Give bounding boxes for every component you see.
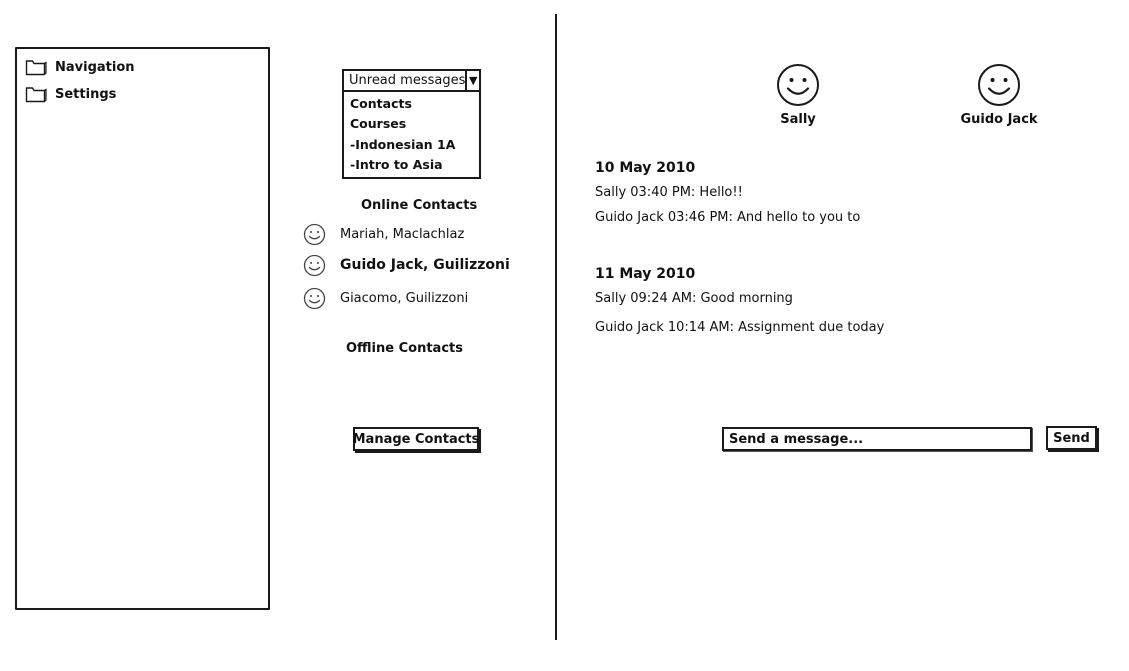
participant-sally[interactable]	[743, 62, 853, 127]
folder-icon	[25, 85, 47, 103]
dropdown-option-intro-asia[interactable]: -Intro to Asia	[350, 157, 443, 172]
nav-item-settings[interactable]	[25, 84, 116, 104]
dropdown-option-indonesian[interactable]: -Indonesian 1A	[350, 137, 456, 152]
smiley-icon	[303, 254, 326, 277]
contact-item-giacomo[interactable]	[303, 286, 468, 310]
smiley-icon	[976, 62, 1022, 108]
dropdown-options-list	[342, 92, 481, 179]
panel-divider	[555, 14, 557, 640]
smiley-icon	[775, 62, 821, 108]
navigation-panel	[15, 47, 270, 610]
online-contacts-heading: Online Contacts	[361, 198, 478, 213]
chat-message: Guido Jack 10:14 AM: Assignment due today	[595, 320, 885, 335]
nav-item-label: Settings	[55, 86, 117, 102]
contact-item-guido-jack[interactable]	[303, 253, 510, 277]
participant-name: Guido Jack	[960, 112, 1038, 127]
dropdown-arrow-icon[interactable]: ▼	[465, 71, 479, 90]
send-button[interactable]: Send	[1046, 426, 1097, 450]
nav-item-label: Navigation	[55, 59, 135, 75]
message-filter-dropdown[interactable]	[342, 69, 481, 92]
nav-item-navigation[interactable]	[25, 57, 135, 77]
smiley-icon	[303, 223, 326, 246]
chat-message: Sally 09:24 AM: Good morning	[595, 291, 793, 306]
manage-contacts-button[interactable]: Manage Contacts	[353, 427, 479, 451]
contact-name: Giacomo, Guilizzoni	[340, 290, 469, 306]
chat-message: Sally 03:40 PM: Hello!!	[595, 185, 743, 200]
date-heading: 11 May 2010	[595, 266, 696, 282]
dropdown-option-courses[interactable]: Courses	[350, 116, 407, 131]
contact-name: Mariah, Maclachlaz	[340, 226, 465, 242]
contact-item-mariah[interactable]	[303, 222, 464, 246]
dropdown-option-contacts[interactable]: Contacts	[350, 96, 412, 111]
smiley-icon	[303, 287, 326, 310]
participant-name: Sally	[780, 112, 816, 127]
contact-name: Guido Jack, Guilizzoni	[340, 257, 510, 273]
participant-guido-jack[interactable]	[944, 62, 1054, 127]
dropdown-selected-value: Unread messages	[349, 73, 466, 88]
offline-contacts-heading: Offline Contacts	[346, 341, 463, 356]
date-heading: 10 May 2010	[595, 160, 696, 176]
folder-icon	[25, 58, 47, 76]
chat-message: Guido Jack 03:46 PM: And hello to you to	[595, 210, 861, 225]
message-input[interactable]	[722, 427, 1032, 451]
